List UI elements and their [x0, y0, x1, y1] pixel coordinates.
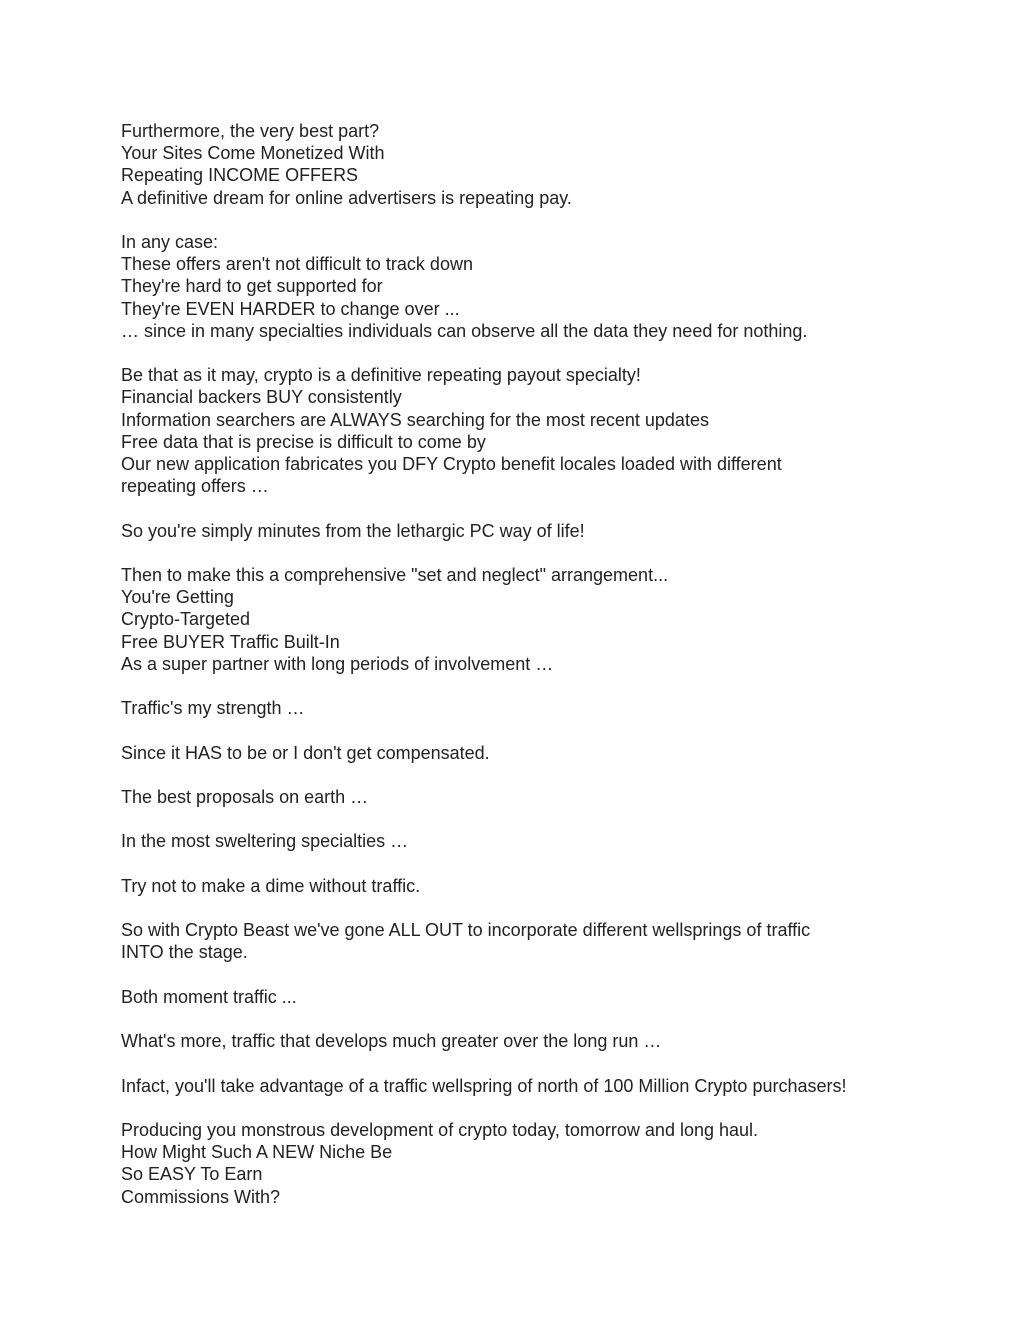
text-line: Producing you monstrous development of crypto today, tomorrow and long haul.: [121, 1119, 759, 1140]
text-line: Infact, you'll take advantage of a traffic wellspring of north of 100 Million Crypto purchasers!: [121, 1075, 847, 1096]
paragraph: [121, 1075, 921, 1097]
paragraph: [121, 1030, 921, 1052]
paragraph: [121, 520, 921, 542]
text-line: They're EVEN HARDER to change over ...: [121, 298, 460, 319]
text-line: The best proposals on earth …: [121, 786, 369, 807]
text-line: Furthermore, the very best part?: [121, 121, 380, 141]
document-body: [121, 120, 921, 1230]
text-line: Our new application fabricates you DFY Crypto benefit locales loaded with different: [121, 454, 782, 475]
text-line: In the most sweltering specialties …: [121, 831, 409, 852]
text-line: How Might Such A NEW Niche Be: [121, 1142, 393, 1163]
text-line: Free data that is precise is difficult to come by: [121, 431, 486, 452]
paragraph: [121, 786, 921, 808]
text-line: … since in many specialties individuals can observe all the data they need for nothing.: [121, 320, 808, 341]
text-line: As a super partner with long periods of involvement …: [121, 653, 554, 674]
paragraph: [121, 986, 921, 1008]
text-line: Crypto-Targeted: [121, 609, 251, 630]
text-line: They're hard to get supported for: [121, 276, 383, 297]
text-line: So with Crypto Beast we've gone ALL OUT to incorporate different wellsprings of traffic: [121, 920, 811, 941]
text-line: Commissions With?: [121, 1186, 281, 1207]
text-line: Free BUYER Traffic Built-In: [121, 631, 340, 652]
text-line: A definitive dream for online advertisers is repeating pay.: [121, 187, 572, 208]
text-line: What's more, traffic that develops much greater over the long run …: [121, 1031, 662, 1052]
text-line: Your Sites Come Monetized With: [121, 143, 385, 164]
text-line: These offers aren't not difficult to track down: [121, 254, 473, 275]
paragraph: [121, 564, 921, 675]
paragraph: [121, 1119, 921, 1208]
text-line: Be that as it may, crypto is a definitive repeating payout specialty!: [121, 365, 641, 386]
text-line: Try not to make a dime without traffic.: [121, 875, 421, 896]
paragraph: [121, 830, 921, 852]
paragraph: [121, 364, 921, 497]
text-line: repeating offers …: [121, 476, 269, 497]
text-line: Repeating INCOME OFFERS: [121, 165, 359, 186]
paragraph: [121, 697, 921, 719]
paragraph: [121, 875, 921, 897]
paragraph: [121, 742, 921, 764]
text-line: In any case:: [121, 232, 219, 252]
text-line: Traffic's my strength …: [121, 698, 305, 719]
text-line: INTO the stage.: [121, 942, 248, 963]
paragraph: [121, 231, 921, 342]
text-line: So EASY To Earn: [121, 1164, 263, 1185]
text-line: You're Getting: [121, 587, 234, 608]
text-line: Then to make this a comprehensive "set and neglect" arrangement...: [121, 565, 669, 585]
text-line: So you're simply minutes from the lethargic PC way of life!: [121, 520, 585, 541]
text-line: Since it HAS to be or I don't get compensated.: [121, 742, 490, 763]
text-line: Information searchers are ALWAYS searching for the most recent updates: [121, 409, 709, 430]
text-line: Both moment traffic ...: [121, 986, 297, 1007]
text-line: Financial backers BUY consistently: [121, 387, 402, 408]
paragraph: [121, 919, 921, 963]
paragraph: [121, 120, 921, 209]
